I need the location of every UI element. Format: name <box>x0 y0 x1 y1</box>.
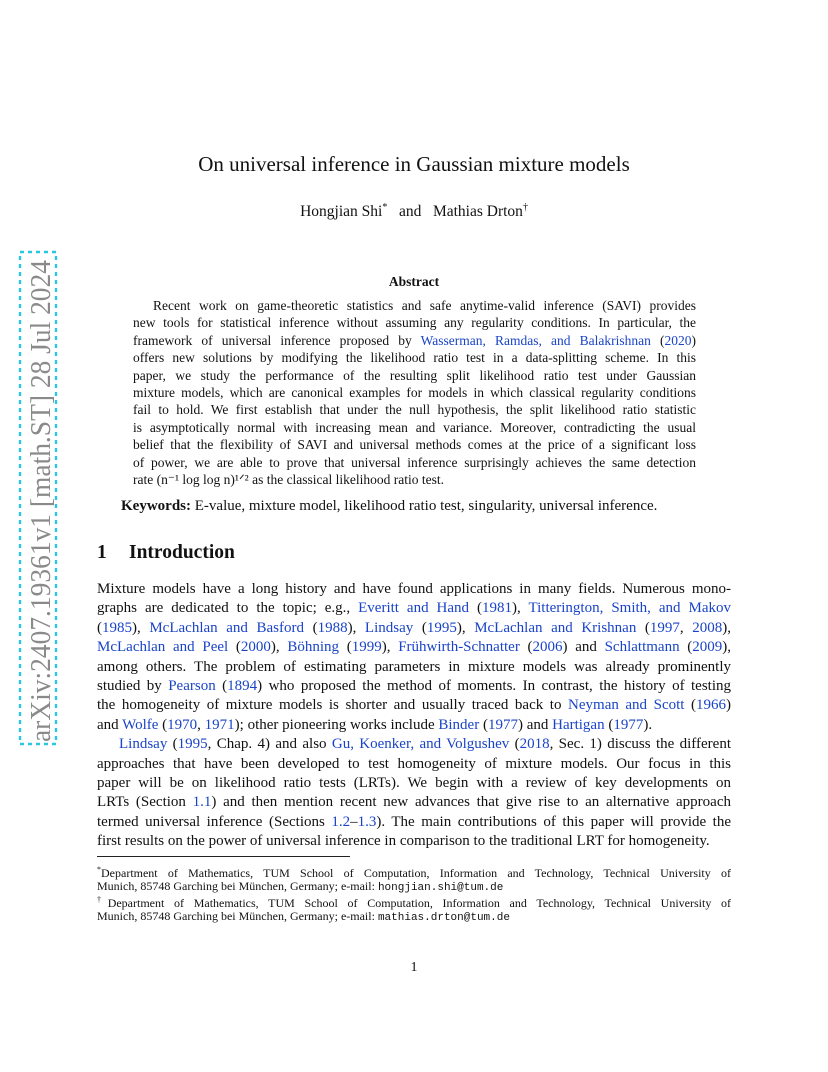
citation-link[interactable]: 1997 <box>649 619 680 636</box>
footnote-line: †Department of Mathematics, TUM School of Computation, Information and Technology, Technical University of <box>97 895 732 910</box>
citation-link[interactable]: 1894 <box>227 677 258 694</box>
author-2-footnote-mark[interactable]: † <box>522 202 528 213</box>
citation-link[interactable]: 2000 <box>240 639 271 656</box>
arxiv-watermark-svg <box>8 248 68 748</box>
citation-link[interactable]: Wasserman, Ramdas, and Balakrishnan <box>420 332 651 348</box>
citation-link[interactable]: 1.1 <box>192 794 212 811</box>
body-line: LRTs (Section 1.1) and then mention recent new advances that give rise to an alternative approach <box>97 794 731 811</box>
citation-link[interactable]: 1966 <box>696 697 727 714</box>
author-1: Hongjian Shi <box>300 203 383 220</box>
citation-link[interactable]: 2008 <box>692 619 723 636</box>
abstract-line: new tools for statistical inference without assuming any regularity conditions. In particular, the <box>133 315 696 331</box>
footnote-2 <box>97 892 731 924</box>
abstract-line: of power, we are able to prove that universal inference surprisingly achieves the same detection <box>133 454 696 470</box>
author-1-footnote-mark[interactable]: * <box>382 202 388 213</box>
watermark-text: arXiv:2407.19361v1 [math.ST] 28 Jul 2024 <box>25 248 57 742</box>
citation-link[interactable]: Böhning <box>287 639 340 656</box>
body-line: the homogeneity of mixture models is shorter and usually traced back to Neyman and Scott (1966) <box>97 697 732 714</box>
citation-link[interactable]: 1981 <box>482 600 513 617</box>
abstract-heading: Abstract <box>388 274 440 289</box>
citation-link[interactable]: 1.2 <box>331 813 351 830</box>
abstract-line: framework of universal inference proposed by Wasserman, Ramdas, and Balakrishnan (2020) <box>133 332 696 348</box>
citation-link[interactable]: Lindsay <box>119 736 168 753</box>
body-line: Lindsay (1995, Chap. 4) and also Gu, Koenker, and Volgushev (2018, Sec. 1) discuss the different <box>119 736 731 753</box>
citation-link[interactable]: Binder <box>438 716 480 733</box>
citation-link[interactable]: 1999 <box>351 639 382 656</box>
citation-link[interactable]: Neyman and Scott <box>568 697 685 714</box>
citation-link[interactable]: 1977 <box>613 716 644 733</box>
footnote-1 <box>97 862 731 894</box>
keywords <box>121 498 721 515</box>
abstract-line: Recent work on game-theoretic statistics and safe anytime-valid inference (SAVI) provides <box>153 298 696 313</box>
citation-link[interactable]: Hartigan <box>552 716 605 733</box>
citation-link[interactable]: 1971 <box>204 716 235 733</box>
abstract-line: rate (n⁻¹ log log n)¹ᐟ² as the classical likelihood ratio test. <box>133 471 445 487</box>
citation-link[interactable]: Everitt and Hand <box>358 600 470 617</box>
abstract-line: fail to hold. We first establish that under the null hypothesis, the split likelihood ratio statistic <box>133 402 696 418</box>
abstract-text <box>133 297 696 488</box>
citation-link[interactable]: Schlattmann <box>604 639 680 656</box>
body-line: (1985), McLachlan and Basford (1988), Lindsay (1995), McLachlan and Krishnan (1997, 2008), <box>97 619 732 636</box>
keywords-text: E-value, mixture model, likelihood ratio test, singularity, universal inference. <box>194 498 658 514</box>
citation-link[interactable]: 2006 <box>532 639 563 656</box>
page-number: 1 <box>410 960 418 975</box>
citation-link[interactable]: Gu, Koenker, and Volgushev <box>331 736 510 753</box>
body-line: McLachlan and Peel (2000), Böhning (1999), Frühwirth-Schnatter (2006) and Schlattmann (2009), <box>97 639 732 656</box>
abstract-line: is asymptotically normal with increasing mean and variance. Moreover, contradicting the usual <box>133 419 696 435</box>
email-address: mathias.drton@tum.de <box>377 912 510 924</box>
section-number: 1 <box>97 542 107 563</box>
citation-link[interactable]: Lindsay <box>364 619 414 636</box>
citation-link[interactable]: 1995 <box>177 736 208 753</box>
body-line: and Wolfe (1970, 1971); other pioneering works include Binder (1977) and Hartigan (1977). <box>97 716 653 733</box>
body-line: approaches that have been developed to test homogeneity of mixture models. Our focus in this <box>97 755 731 772</box>
body-line: Mixture models have a long history and have found applications in many fields. Numerous mono- <box>97 581 731 597</box>
citation-link[interactable]: 1988 <box>317 619 348 636</box>
body-line: termed universal inference (Sections 1.2–1.3). The main contributions of this paper will provide the <box>97 813 732 830</box>
keywords-label: Keywords: <box>121 498 191 514</box>
citation-link[interactable]: 1970 <box>167 716 198 733</box>
citation-link[interactable]: McLachlan and Peel <box>97 639 229 656</box>
body-line: first results on the power of universal inference in comparison to the traditional LRT for homogeneity. <box>97 833 710 850</box>
footnote-line: *Department of Mathematics, TUM School of Computation, Information and Technology, Technical University of <box>97 865 731 880</box>
section-heading <box>97 542 235 564</box>
section-title: Introduction <box>129 542 235 563</box>
author-line <box>0 202 828 221</box>
citation-link[interactable]: Pearson <box>168 677 216 694</box>
abstract-line: paper, we study the performance of the resulting split likelihood ratio test under Gaussian <box>133 367 696 383</box>
paper-title: On universal inference in Gaussian mixture models <box>198 152 630 176</box>
citation-link[interactable]: McLachlan and Krishnan <box>474 619 637 636</box>
citation-link[interactable]: Titterington, Smith, and Makov <box>528 600 732 617</box>
author-2: Mathias Drton <box>432 203 523 220</box>
citation-link[interactable]: Wolfe <box>122 716 159 733</box>
footnote-line: Munich, 85748 Garching bei München, Germany; e-mail: mathias.drton@tum.de <box>97 909 510 924</box>
abstract-line: mixture models, which are canonical examples for models in which classical regularity conditions <box>133 384 696 400</box>
footnote-mark: * <box>97 865 101 874</box>
body-line: studied by Pearson (1894) who proposed the method of moments. In contrast, the history of testing <box>97 677 731 694</box>
citation-link[interactable]: 1977 <box>487 716 518 733</box>
citation-link[interactable]: 1985 <box>102 619 132 636</box>
citation-link[interactable]: 2018 <box>519 736 550 753</box>
footnote-mark: † <box>97 895 108 904</box>
footnote-rule <box>97 856 350 857</box>
author-and: and <box>398 203 422 220</box>
email-address: hongjian.shi@tum.de <box>377 882 504 894</box>
body-line: paper will be on likelihood ratio tests (LRTs). We begin with a review of key developments on <box>97 774 731 791</box>
citation-link[interactable]: Frühwirth-Schnatter <box>398 639 520 656</box>
footnote-line: Munich, 85748 Garching bei München, Germany; e-mail: hongjian.shi@tum.de <box>97 879 504 894</box>
citation-link[interactable]: 1.3 <box>357 813 377 830</box>
body-line: graphs are dedicated to the topic; e.g., Everitt and Hand (1981), Titterington, Smith, and Makov <box>97 600 732 617</box>
citation-link[interactable]: 2009 <box>692 639 723 656</box>
arxiv-watermark <box>8 248 68 748</box>
abstract-line: belief that the flexibility of SAVI and universal methods comes at the price of a significant loss <box>133 437 696 453</box>
abstract-line: offers new solutions by modifying the likelihood ratio test in a data-splitting scheme. In this <box>133 350 696 366</box>
citation-link[interactable]: 1995 <box>426 619 457 636</box>
citation-link[interactable]: McLachlan and Basford <box>149 619 304 636</box>
citation-link[interactable]: 2020 <box>664 332 692 348</box>
introduction-text <box>97 580 731 851</box>
body-line: among others. The problem of estimating parameters in mixture models was already prominently <box>97 658 731 675</box>
